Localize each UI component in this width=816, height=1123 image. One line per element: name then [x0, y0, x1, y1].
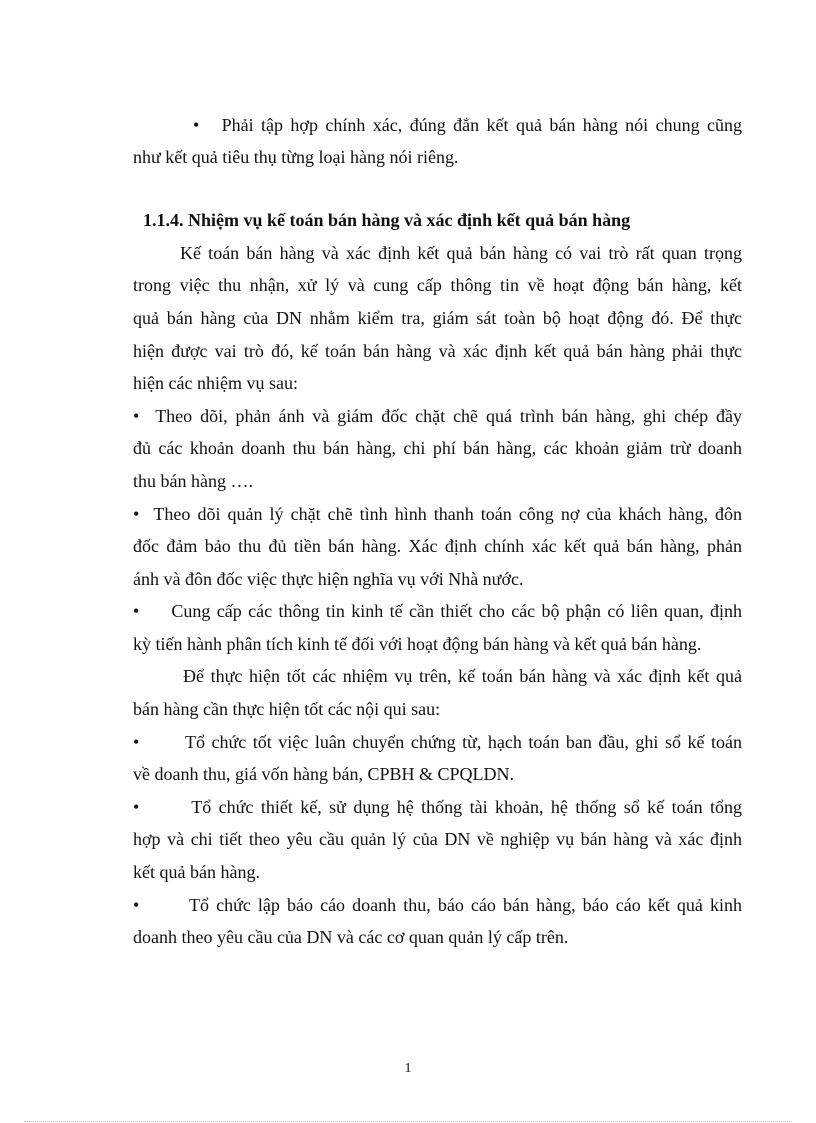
para2-line-2: bán hàng cần thực hiện tốt các nội qui sau:	[133, 699, 441, 719]
rule-1-line-2: về doanh thu, giá vốn hàng bán, CPBH & CPQLDN.	[133, 764, 514, 784]
page-number: 1	[404, 1061, 412, 1076]
task-2-line-2: đốc đảm bảo thu đủ tiền bán hàng. Xác định chính xác kết quả bán hàng, phản	[133, 536, 742, 556]
task-2-line-1	[133, 503, 742, 525]
para1-line-4: hiện được vai trò đó, kế toán bán hàng và xác định kết quả bán hàng phải thực	[133, 341, 742, 361]
intro-bullet-line-1	[193, 114, 742, 136]
para2-line-1: Để thực hiện tốt các nhiệm vụ trên, kế toán bán hàng và xác định kết quả	[183, 666, 742, 686]
para1-line-2: trong việc thu nhận, xử lý và cung cấp thông tin về hoạt động bán hàng, kết	[133, 275, 742, 295]
intro-bullet-text-1: Phải tập hợp chính xác, đúng đắn kết quả bán hàng nói chung cũng	[221, 115, 742, 135]
para1-line-3: quả bán hàng của DN nhằm kiểm tra, giám sát toàn bộ hoạt động đó. Để thực	[133, 308, 742, 328]
rule-2-line-1	[133, 796, 742, 818]
bullet-icon: •	[133, 732, 140, 752]
task-3-line-1	[133, 600, 742, 622]
bullet-icon: •	[133, 406, 140, 426]
para1-line-5: hiện các nhiệm vụ sau:	[133, 373, 298, 393]
page-bottom-divider	[24, 1121, 792, 1122]
rule-3-text-1: Tổ chức lập báo cáo doanh thu, báo cáo bán hàng, báo cáo kết quả kinh	[188, 895, 742, 915]
task-3-line-2: kỳ tiến hành phân tích kinh tế đối với hoạt động bán hàng và kết quả bán hàng.	[133, 634, 702, 654]
rule-3-line-2: doanh theo yêu cầu của DN và các cơ quan quản lý cấp trên.	[133, 927, 569, 947]
task-2-line-3: ánh và đôn đốc việc thực hiện nghĩa vụ với Nhà nước.	[133, 569, 524, 589]
task-2-text-1: Theo dõi quản lý chặt chẽ tình hình thanh toán công nợ của khách hàng, đôn	[153, 504, 742, 524]
bullet-icon: •	[133, 797, 140, 817]
bullet-icon: •	[193, 115, 200, 135]
rule-2-line-3: kết quả bán hàng.	[133, 862, 260, 882]
bullet-icon: •	[133, 504, 140, 524]
task-1-line-3: thu bán hàng ….	[133, 471, 253, 491]
rule-2-text-1: Tổ chức thiết kế, sử dụng hệ thống tài khoản, hệ thống sổ kế toán tổng	[191, 797, 742, 817]
section-heading: 1.1.4. Nhiệm vụ kế toán bán hàng và xác định kết quả bán hàng	[143, 210, 631, 230]
task-1-line-2: đủ các khoản doanh thu bán hàng, chi phí bán hàng, các khoản giảm trừ doanh	[133, 438, 742, 458]
task-1-text-1: Theo dõi, phản ánh và giám đốc chặt chẽ quá trình bán hàng, ghi chép đầy	[155, 406, 742, 426]
rule-1-line-1	[133, 731, 742, 753]
para1-line-1: Kế toán bán hàng và xác định kết quả bán hàng có vai trò rất quan trọng	[180, 243, 742, 263]
task-1-line-1	[133, 405, 742, 427]
bullet-icon: •	[133, 895, 140, 915]
rule-1-text-1: Tổ chức tốt việc luân chuyển chứng từ, hạch toán ban đầu, ghi sổ kế toán	[185, 732, 742, 752]
bullet-icon: •	[133, 601, 140, 621]
rule-2-line-2: hợp và chi tiết theo yêu cầu quản lý của DN về nghiệp vụ bán hàng và xác định	[133, 829, 742, 849]
rule-3-line-1	[133, 894, 742, 916]
task-3-text-1: Cung cấp các thông tin kinh tế cần thiết cho các bộ phận có liên quan, định	[171, 601, 742, 621]
intro-bullet-line-2: như kết quả tiêu thụ từng loại hàng nói riêng.	[133, 147, 459, 167]
